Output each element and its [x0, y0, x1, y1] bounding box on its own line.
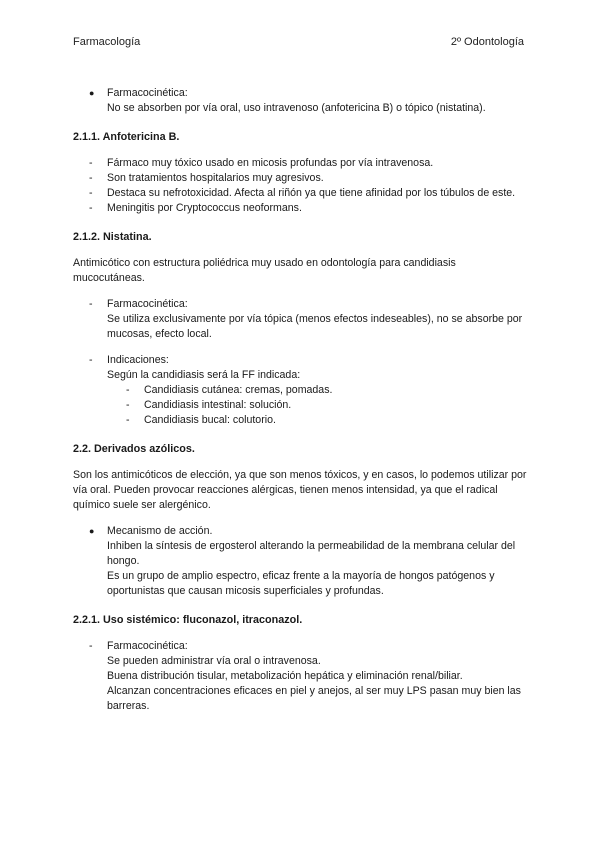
- dash-marker: -: [89, 172, 93, 184]
- list-item-text: Fármaco muy tóxico usado en micosis profundas por vía intravenosa.: [107, 157, 434, 169]
- list-item-text: Según la candidiasis será la FF indicada:: [107, 369, 301, 381]
- list-item-title: Farmacocinética:: [107, 640, 188, 652]
- list-item-indicaciones: [73, 353, 528, 428]
- sub-list-item-text: Candidiasis cutánea: cremas, pomadas.: [144, 384, 333, 396]
- list-item-title: Farmacocinética:: [107, 298, 188, 310]
- dash-marker: -: [89, 187, 93, 199]
- bullet-text: Inhiben la síntesis de ergosterol alterando la permeabilidad de la membrana celular del hongo.: [107, 540, 516, 567]
- dash-marker: -: [126, 399, 130, 411]
- dash-marker: -: [89, 157, 93, 169]
- dash-marker: -: [126, 384, 130, 396]
- section-heading-2-1-2: 2.1.2. Nistatina.: [73, 231, 152, 243]
- sub-list-item-text: Candidiasis intestinal: solución.: [144, 399, 292, 411]
- list-item-text: Destaca su nefrotoxicidad. Afecta al riñón ya que tiene afinidad por los túbulos de este.: [107, 187, 516, 199]
- dash-marker: -: [126, 414, 130, 426]
- header-subject: Farmacología: [73, 36, 141, 48]
- list-item: [73, 201, 528, 216]
- bullet-marker: ●: [89, 88, 95, 98]
- paragraph-azolicos: Son los antimicóticos de elección, ya que son menos tóxicos, y en casos, lo podemos utilizar por vía oral. Pueden provocar reacciones alérgicas, tienen menos intensidad, ya que el radical químico suele ser alergénico.: [73, 469, 527, 511]
- bullet-mecanismo: [73, 524, 528, 599]
- list-item: [73, 171, 528, 186]
- sub-list-item: [107, 413, 528, 428]
- bullet-title: Mecanismo de acción.: [107, 525, 213, 537]
- sub-list-item-text: Candidiasis bucal: colutorio.: [144, 414, 276, 426]
- bullet-text: Es un grupo de amplio espectro, eficaz frente a la mayoría de hongos patógenos y oportunistas que causan micosis superficiales y profundas.: [107, 570, 495, 597]
- dash-marker: -: [89, 298, 93, 310]
- dash-marker: -: [89, 202, 93, 214]
- bullet-marker: ●: [89, 526, 95, 536]
- list-item-title: Indicaciones:: [107, 354, 169, 366]
- section-heading-2-2: 2.2. Derivados azólicos.: [73, 443, 195, 455]
- list-item: [73, 186, 528, 201]
- sub-list-item: [107, 383, 528, 398]
- bullet-farmacocinetica: [73, 86, 528, 116]
- document-body: [73, 86, 528, 714]
- list-item-text: Son tratamientos hospitalarios muy agresivos.: [107, 172, 324, 184]
- bullet-title: Farmacocinética:: [107, 87, 188, 99]
- dash-marker: -: [89, 354, 93, 366]
- list-item-text: Se utiliza exclusivamente por vía tópica (menos efectos indeseables), no se absorbe por mucosas, efecto local.: [107, 313, 523, 340]
- list-item-text: Alcanzan concentraciones eficaces en piel y anejos, al ser muy LPS pasan muy bien las barreras.: [107, 685, 521, 712]
- list-item-text: Meningitis por Cryptococcus neoformans.: [107, 202, 302, 214]
- bullet-text: No se absorben por vía oral, uso intravenoso (anfotericina B) o tópico (nistatina).: [107, 102, 486, 114]
- section-heading-2-1-1: 2.1.1. Anfotericina B.: [73, 131, 180, 143]
- section-heading-2-2-1: 2.2.1. Uso sistémico: fluconazol, itraconazol.: [73, 614, 303, 626]
- list-item: [73, 156, 528, 171]
- paragraph-nistatina: Antimicótico con estructura poliédrica muy usado en odontología para candidiasis mucocutáneas.: [73, 257, 456, 284]
- sub-list-item: [107, 398, 528, 413]
- list-item-farmacocinetica-sistemico: [73, 639, 528, 714]
- dash-marker: -: [89, 640, 93, 652]
- list-item-text: Se pueden administrar vía oral o intravenosa.: [107, 655, 321, 667]
- list-item-text: Buena distribución tisular, metabolización hepática y eliminación renal/biliar.: [107, 670, 463, 682]
- header-course: 2º Odontología: [450, 36, 524, 48]
- list-item-farmacocinetica: [73, 297, 528, 342]
